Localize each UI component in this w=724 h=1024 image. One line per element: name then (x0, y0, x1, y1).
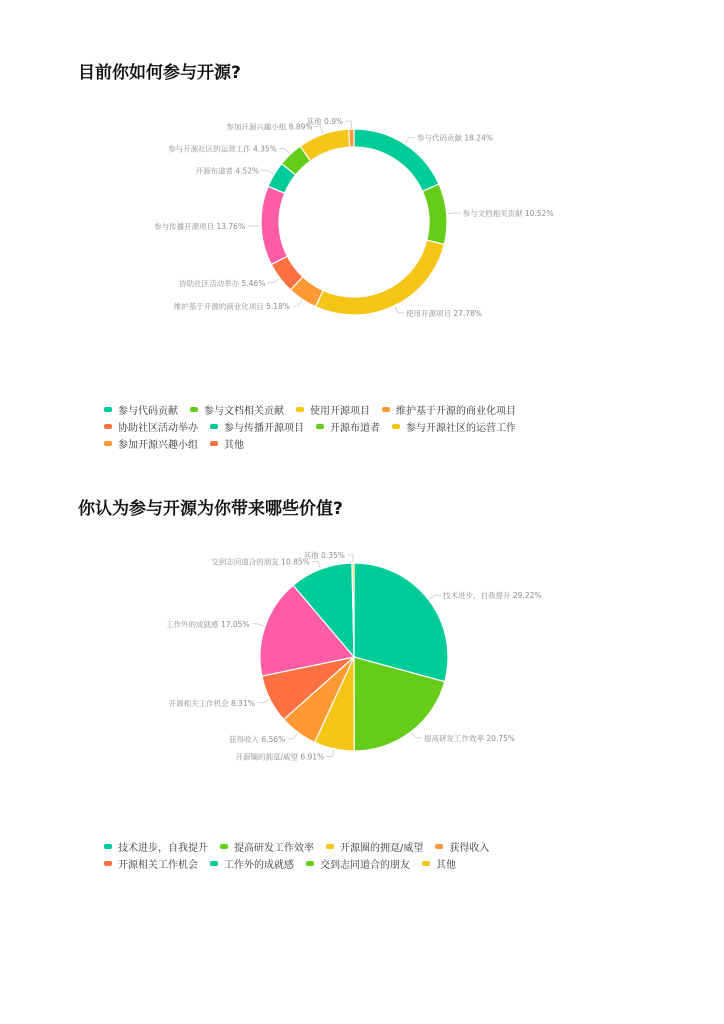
legend-label: 参与文档相关贡献 (204, 405, 284, 417)
chart1-legend-item-7 (392, 419, 516, 433)
legend-swatch (104, 861, 112, 866)
chart1-legend-item-5 (210, 419, 304, 433)
legend-label: 其他 (436, 859, 456, 871)
chart2-slice-label-1: 提高研发工作效率 20.75% (424, 733, 516, 743)
chart2-leader-7 (347, 555, 353, 562)
donut-chart-participation (0, 100, 724, 390)
legend-label: 提高研发工作效率 (234, 842, 314, 854)
chart1-slice-label-8: 参加开源兴趣小组 8.89% (226, 122, 313, 132)
chart2-leader-5 (252, 624, 265, 626)
chart1-leader-8 (315, 127, 323, 134)
chart2-legend-item-5 (210, 856, 294, 870)
chart1-slice-label-2: 使用开源项目 27.78% (406, 308, 483, 318)
legend-label: 获得收入 (449, 842, 490, 854)
chart1-leader-1 (448, 213, 461, 214)
chart2-legend-item-4 (104, 856, 198, 870)
chart2-slice-label-0: 技术进步，自我提升 29.22% (443, 591, 542, 601)
chart2-legend-item-2 (326, 839, 423, 853)
chart2-slice-label-4: 开源相关工作机会 8.31% (168, 698, 255, 708)
chart2-legend-item-1 (220, 839, 314, 853)
chart2-leader-6 (312, 562, 320, 569)
legend-swatch (190, 407, 198, 412)
legend-swatch (382, 407, 390, 412)
chart1-title: 目前你如何参与开源? (78, 63, 241, 83)
chart1-slice-label-0: 参与代码贡献 18.24% (416, 133, 493, 143)
chart1-legend-item-3 (382, 402, 516, 416)
legend-swatch (392, 424, 400, 429)
chart2-legend-item-0 (104, 839, 208, 853)
legend-swatch (210, 441, 218, 446)
chart1-slice-label-3: 维护基于开源的商业化项目 5.18% (173, 302, 290, 312)
chart1-legend-item-6 (316, 419, 380, 433)
chart1-legend-item-1 (190, 402, 284, 416)
chart1-slice-8 (300, 129, 350, 161)
legend-swatch (422, 861, 430, 866)
legend-label: 其他 (224, 439, 244, 451)
chart1-legend-item-9 (210, 436, 244, 450)
chart1-slice-9 (349, 129, 354, 147)
pie-chart-value (0, 545, 724, 805)
chart1-legend-item-0 (104, 402, 178, 416)
legend-label: 技术进步，自我提升 (118, 842, 208, 854)
legend-swatch (104, 441, 112, 446)
chart2-legend (104, 839, 564, 873)
chart1-leader-0 (405, 137, 415, 143)
legend-label: 开源圈的拥趸/威望 (340, 842, 424, 854)
chart1-legend-item-2 (296, 402, 370, 416)
chart2-slice-label-2: 开源圈的拥趸/威望 6.91% (235, 752, 325, 762)
chart2-legend-item-7 (422, 856, 456, 870)
chart1-leader-9 (345, 121, 351, 128)
chart1-slice-label-9: 其他 0.9% (306, 117, 344, 127)
chart2-title: 你认为参与开源为你带来哪些价值? (78, 499, 343, 519)
legend-label: 使用开源项目 (310, 405, 370, 417)
legend-swatch (210, 861, 218, 866)
legend-label: 参与代码贡献 (118, 405, 178, 417)
legend-swatch (220, 844, 228, 849)
chart1-slice-label-1: 参与文档相关贡献 10.52% (462, 209, 554, 219)
chart1-legend (104, 402, 564, 453)
chart2-leader-4 (257, 700, 269, 703)
legend-swatch (104, 424, 112, 429)
chart1-slice-1 (422, 184, 447, 244)
chart2-slice-label-5: 工作外的成就感 17.05% (166, 619, 250, 629)
chart1-leader-3 (292, 300, 302, 306)
legend-swatch (316, 424, 324, 429)
legend-swatch (296, 407, 304, 412)
chart1-leader-7 (279, 148, 290, 153)
legend-swatch (435, 844, 443, 849)
chart2-leader-0 (429, 595, 441, 599)
legend-label: 维护基于开源的商业化项目 (396, 405, 516, 417)
legend-label: 开源相关工作机会 (118, 859, 198, 871)
chart1-legend-item-4 (104, 419, 198, 433)
chart2-leader-1 (412, 732, 422, 738)
legend-label: 交到志同道合的朋友 (320, 859, 410, 871)
chart2-slice-label-7: 其他 0.35% (303, 551, 345, 561)
chart2-slice-label-3: 获得收入 6.56% (229, 734, 286, 744)
chart2-leader-3 (287, 733, 297, 739)
chart1-leader-2 (395, 307, 404, 313)
chart2-slice-label-6: 交到志同道合的朋友 10.85% (211, 557, 310, 567)
legend-swatch (104, 407, 112, 412)
chart2-leader-2 (326, 750, 333, 757)
legend-label: 参与传播开源项目 (224, 422, 304, 434)
legend-label: 开源布道者 (330, 422, 380, 434)
legend-label: 工作外的成就感 (224, 859, 294, 871)
chart1-slice-label-6: 开源布道者 4.52% (195, 166, 260, 176)
chart1-slice-5 (261, 186, 287, 264)
legend-label: 协助社区活动举办 (118, 422, 198, 434)
chart1-slice-label-5: 参与传播开源项目 13.76% (154, 222, 246, 232)
chart1-leader-6 (261, 170, 273, 174)
chart1-leader-4 (267, 279, 279, 283)
chart1-slice-2 (316, 240, 445, 315)
chart2-legend-item-6 (306, 856, 410, 870)
chart1-slice-label-7: 参与开源社区的运营工作 4.35% (168, 144, 277, 154)
legend-swatch (104, 844, 112, 849)
legend-label: 参加开源兴趣小组 (118, 439, 198, 451)
chart1-slice-label-4: 协助社区活动举办 5.46% (179, 278, 266, 288)
legend-swatch (210, 424, 218, 429)
legend-swatch (306, 861, 314, 866)
legend-label: 参与开源社区的运营工作 (406, 422, 516, 434)
legend-swatch (326, 844, 334, 849)
chart1-legend-item-8 (104, 436, 198, 450)
chart2-legend-item-3 (435, 839, 489, 853)
